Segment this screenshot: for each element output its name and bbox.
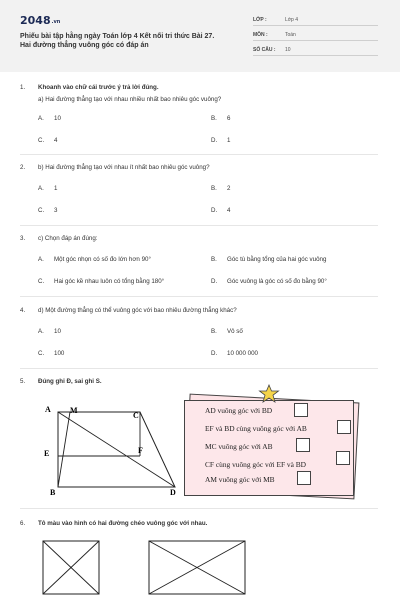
header [0,0,400,72]
statement-1: AD vuông góc với BD [205,406,273,415]
q1a-option-d[interactable]: D. 1 [211,137,231,144]
q4-option-b[interactable]: B. Vô số [211,328,243,335]
info-class: LỚP : Lớp 4 [253,14,378,26]
label-m: M [70,406,78,415]
q3-option-b[interactable]: B. Góc tù bằng tổng của hai góc vuông [211,256,327,263]
q2-number: 2. [20,164,26,171]
q4-number: 4. [20,307,26,314]
q2-option-b[interactable]: B. 2 [211,185,231,192]
separator [20,368,378,369]
q4-question: d) Một đường thẳng có thể vuông góc với bao nhiêu đường thẳng khác? [38,307,237,314]
answer-box-4[interactable] [336,451,350,465]
q1-number: 1. [20,84,26,91]
separator [20,296,378,297]
q1a-option-a[interactable]: A. 10 [38,115,61,122]
separator [20,508,378,509]
label-b: B [50,488,56,497]
statement-4: CF cùng vuông góc với EF và BD [205,460,307,469]
q4-option-c[interactable]: C. 100 [38,350,65,357]
statement-3: MC vuông góc với AB [205,442,273,451]
q2-option-a[interactable]: A. 1 [38,185,58,192]
label-e: E [44,449,50,458]
info-subject: MÔN : Toán [253,29,378,41]
q1a-option-c[interactable]: C. 4 [38,137,58,144]
q4-option-d[interactable]: D. 10 000 000 [211,350,258,357]
label-f: F [138,446,143,455]
q1a-question: a) Hai đường thẳng tạo với nhau nhiều nhất bao nhiêu góc vuông? [38,96,222,103]
q5-instruction: Đúng ghi Đ, sai ghi S. [38,378,102,385]
q5-number: 5. [20,378,26,385]
separator [20,154,378,155]
label-d: D [170,488,176,497]
answer-box-1[interactable] [294,403,308,417]
answer-box-3[interactable] [296,438,310,452]
q3-question: c) Chọn đáp án đúng: [38,235,98,242]
label-a: A [45,405,51,414]
q2-option-c[interactable]: C. 3 [38,207,58,214]
q2-question: b) Hai đường thẳng tạo với nhau ít nhất bao nhiêu góc vuông? [38,164,210,171]
label-c: C [133,411,139,420]
q3-option-c[interactable]: C. Hai góc kề nhau luôn có tổng bằng 180° [38,278,165,285]
info-question-count: SỐ CÂU : 10 [253,44,378,56]
q4-option-a[interactable]: A. 10 [38,328,61,335]
worksheet-title: Phiếu bài tập hằng ngày Toán lớp 4 Kết nối tri thức Bài 27. Hai đường thẳng vuông góc có đáp án [20,33,215,49]
square-with-diagonals[interactable] [42,540,100,595]
q3-option-a[interactable]: A. Một góc nhọn có số đo lớn hơn 90° [38,256,151,263]
q1-instruction: Khoanh vào chữ cái trước ý trả lời đúng. [38,84,159,91]
answer-box-2[interactable] [337,420,351,434]
separator [20,225,378,226]
q6-instruction: Tô màu vào hình có hai đường chéo vuông góc với nhau. [38,520,208,527]
rectangle-with-diagonals[interactable] [148,540,246,595]
statement-2: EF và BD cùng vuông góc với AB [205,424,307,433]
q3-option-d[interactable]: D. Góc vuông là góc có số đo bằng 90° [211,278,327,285]
q3-number: 3. [20,235,26,242]
star-icon [258,384,280,404]
statement-5: AM vuông góc với MB [205,475,275,484]
q1a-option-b[interactable]: B. 6 [211,115,231,122]
q2-option-d[interactable]: D. 4 [211,207,231,214]
segment-mb [58,412,70,487]
answer-box-5[interactable] [297,471,311,485]
trapezoid-figure [40,400,190,500]
q6-number: 6. [20,520,26,527]
logo[interactable]: 2048.vn [20,14,61,27]
